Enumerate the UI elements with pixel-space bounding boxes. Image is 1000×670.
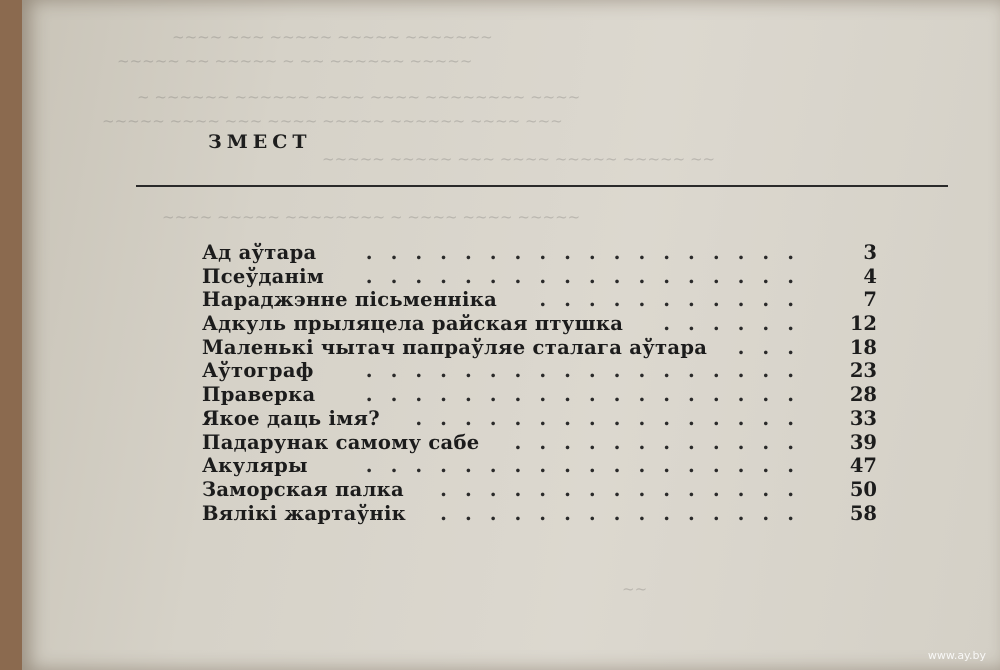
heading-divider (136, 185, 948, 187)
toc-entry-page: 23 (849, 359, 877, 383)
watermark: www.ay.by (927, 649, 986, 662)
table-of-contents (202, 241, 882, 525)
show-through-text: ~~~~~ ~~~~ ~~~ ~~~~ ~~~~~ ~~~~~~ ~~~~ ~~~ (102, 112, 563, 130)
toc-entry (202, 336, 882, 360)
book-page (22, 0, 1000, 670)
leader-dots: ........... (539, 288, 812, 312)
leader-dots: ............ (514, 430, 812, 454)
leader-dots: ............... (440, 477, 812, 501)
leader-dots: .................. (365, 383, 812, 407)
toc-entry (202, 478, 882, 502)
toc-entry-page: 3 (863, 241, 877, 264)
toc-entry-title: Акуляры (202, 454, 308, 478)
toc-entry (202, 241, 882, 265)
leader-dots: ............... (440, 501, 812, 525)
toc-entry-page: 7 (863, 288, 877, 312)
toc-entry (202, 407, 882, 431)
toc-entry-title: Падарунак самому сабе (202, 430, 480, 454)
show-through-text: ~~~~ ~~~~~ ~~~~~~~~ ~ ~~~~ ~~~~ ~~~~~ (162, 208, 581, 226)
contents-heading: ЗМЕСТ (208, 131, 312, 153)
toc-entry-page: 28 (849, 383, 877, 407)
toc-entry-page: 58 (849, 501, 877, 525)
toc-entry-title: Маленькі чытач папраўляе сталага аўтара (202, 335, 708, 359)
toc-entry-page: 33 (849, 406, 877, 430)
toc-entry-title: Ад аўтара (202, 241, 317, 264)
toc-entry-title: Нараджэнне пісьменніка (202, 288, 498, 312)
toc-entry-title: Адкуль прыляцела райская птушка (202, 312, 624, 336)
show-through-text: ~~~~~ ~~ ~~~~~ ~ ~~ ~~~~~~ ~~~~~ (117, 52, 473, 70)
toc-entry-title: Заморская палка (202, 477, 404, 501)
toc-entry (202, 312, 882, 336)
toc-entry (202, 383, 882, 407)
toc-entry-page: 12 (849, 312, 877, 336)
toc-entry-title: Вялікі жартаўнік (202, 501, 407, 525)
toc-entry-page: 4 (863, 264, 877, 288)
toc-entry-title: Псеўданім (202, 264, 325, 288)
toc-entry (202, 431, 882, 455)
leader-dots: ... (737, 335, 812, 359)
toc-entry-title: Аўтограф (202, 359, 314, 383)
show-through-text: ~~~~ ~~~ ~~~~~ ~~~~~ ~~~~~~~ (172, 28, 493, 46)
leader-dots: .................. (365, 241, 812, 264)
toc-entry-page: 18 (849, 335, 877, 359)
toc-entry-title: Якое даць імя? (202, 406, 380, 430)
toc-entry (202, 502, 882, 526)
show-through-text: ~ ~~~~~~ ~~~~~~ ~~~~ ~~~~ ~~~~~~~~ ~~~~ (137, 88, 581, 106)
leader-dots: .................. (365, 264, 812, 288)
toc-entry (202, 265, 882, 289)
toc-entry-title: Праверка (202, 383, 316, 407)
toc-entry-page: 39 (849, 430, 877, 454)
show-through-text: ~~ (622, 580, 648, 598)
toc-entry (202, 454, 882, 478)
toc-entry-page: 47 (849, 454, 877, 478)
toc-entry (202, 288, 882, 312)
leader-dots: .................. (365, 454, 812, 478)
leader-dots: ...... (663, 312, 812, 336)
leader-dots: ................ (415, 406, 812, 430)
toc-entry-page: 50 (849, 477, 877, 501)
show-through-text: ~~~~~ ~~~~~ ~~~ ~~~~ ~~~~~ ~~~~~ ~~ (322, 150, 716, 168)
toc-entry (202, 359, 882, 383)
leader-dots: .................. (365, 359, 812, 383)
